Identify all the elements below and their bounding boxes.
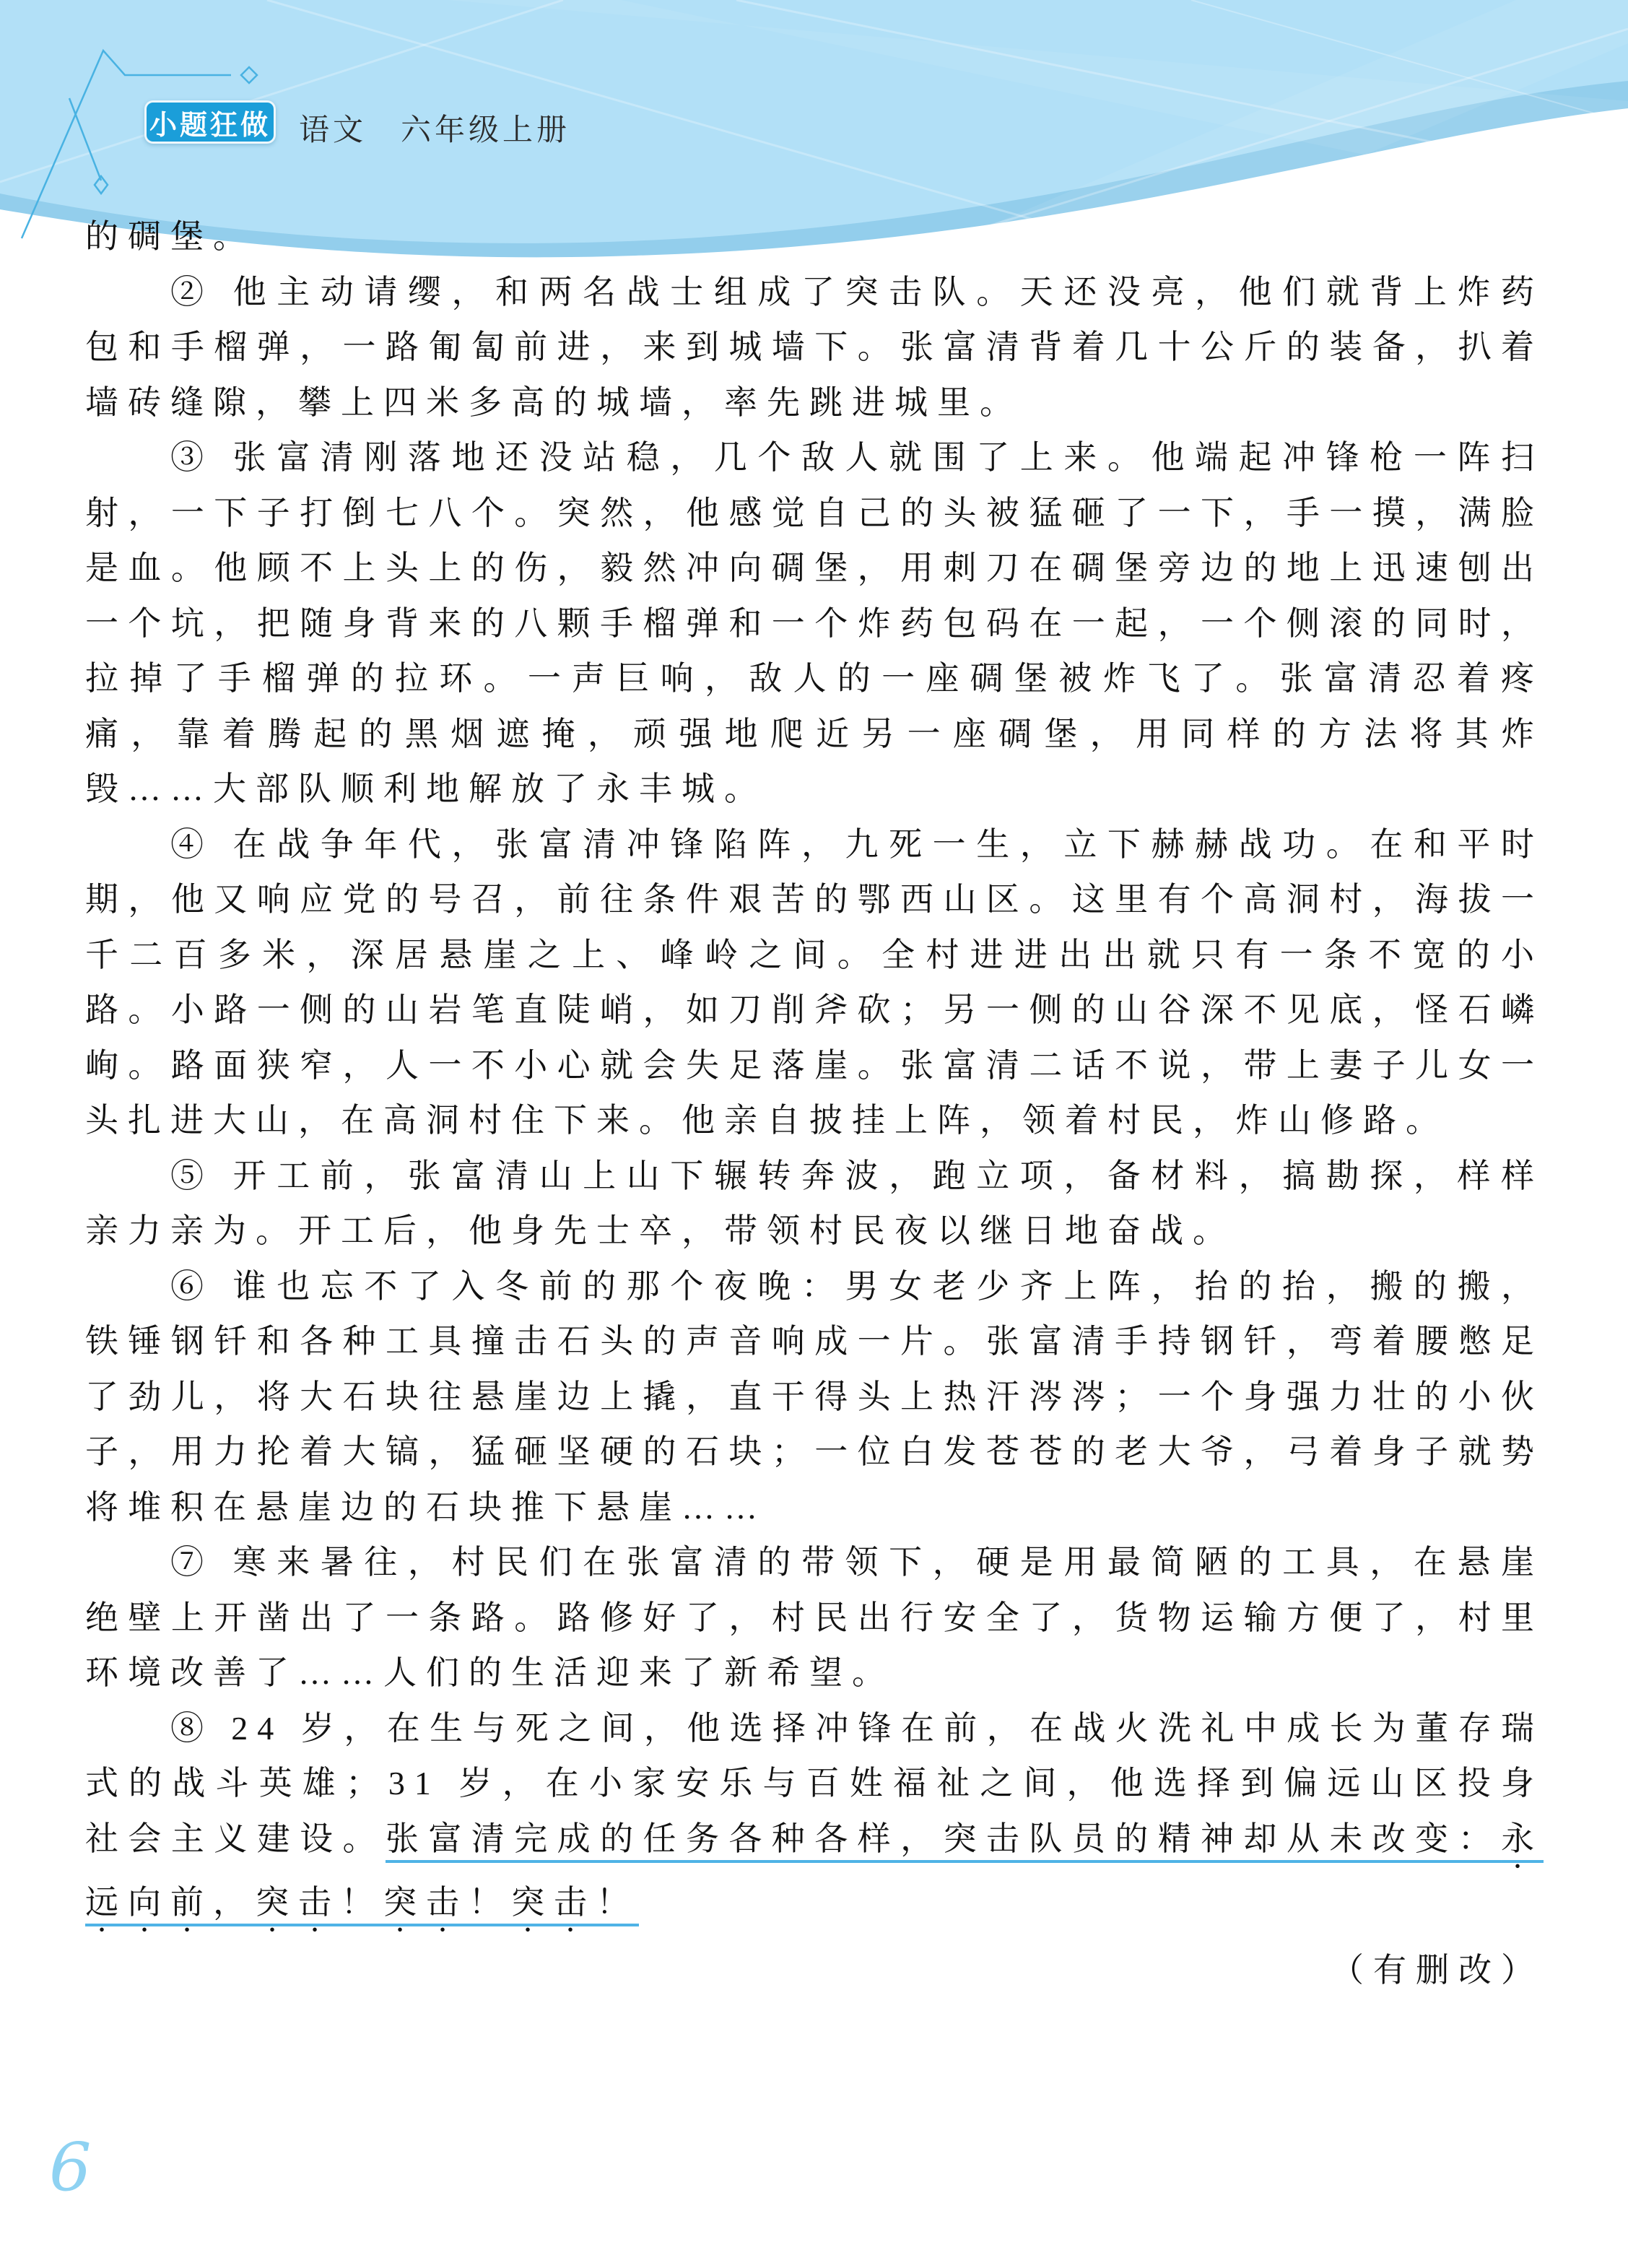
paragraph-8-text: ⑧ 24 岁，在生与死之间，他选择冲锋在前，在战火洗礼中成长为董存瑞式的战斗英雄；31 岁，在小家安乐与百姓福祉之间，他选择到偏远山区投身社会主义建设。 xyxy=(85,1709,1544,1857)
paragraph-6: ⑥ 谁也忘不了入冬前的那个夜晚：男女老少齐上阵，抬的抬，搬的搬，铁锤钢钎和各种工具撞击石头的声音响成一片。张富清手持钢钎，弯着腰憋足了劲儿，将大石块往悬崖边上撬，直干得头上热汗涔涔；一个身强力壮的小伙子，用力抡着大镐，猛砸坚硬的石块；一位白发苍苍的老大爷，弓着身子就势将堆积在悬崖边的石块推下悬崖…… xyxy=(85,1267,1544,1526)
subject-title: 语文 六年级上册 xyxy=(299,114,571,147)
paragraph-2: ② 他主动请缨，和两名战士组成了突击队。天还没亮，他们就背上炸药包和手榴弹，一路匍匐前进，来到城墙下。张富清背着几十公斤的装备，扒着墙砖缝隙，攀上四米多高的城墙，率先跳进城里。 xyxy=(85,273,1544,421)
series-badge-label: 小题狂做 xyxy=(149,110,271,141)
paragraph-8 xyxy=(85,1701,1544,1939)
attribution: （有删改） xyxy=(1331,1951,1544,1989)
underlined-text: 张富清完成的任务各种各样，突击队员的精神却从未改变： xyxy=(385,1820,1502,1857)
series-badge xyxy=(144,100,276,144)
page-number: 6 xyxy=(49,2129,92,2206)
article xyxy=(85,209,1544,1998)
paragraph-7: ⑦ 寒来暑往，村民们在张富清的带领下，硬是用最简陋的工具，在悬崖绝壁上开凿出了一条路。路修好了，村民出行安全了，货物运输方便了，村里环境改善了……人们的生活迎来了新希望。 xyxy=(85,1544,1544,1691)
paragraph-5: ⑤ 开工前，张富清山上山下辗转奔波，跑立项，备材料，搞勘探，样样亲力亲为。开工后，他身先士卒，带领村民夜以继日地奋战。 xyxy=(85,1157,1544,1249)
paragraph-4: ④ 在战争年代，张富清冲锋陷阵，九死一生，立下赫赫战功。在和平时期，他又响应党的号召，前往条件艰苦的鄂西山区。这里有个高洞村，海拔一千二百多米，深居悬崖之上、峰岭之间。全村进进出出就只有一条不宽的小路。小路一侧的山岩笔直陡峭，如刀削斧砍；另一侧的山谷深不见底，怪石嶙峋。路面狭窄，人一不小心就会失足落崖。张富清二话不说，带上妻子儿女一头扎进大山，在高洞村住下来。他亲自披挂上阵，领着村民，炸山修路。 xyxy=(85,825,1544,1139)
emphasized-text: 永远向前，突击！突击！突击！ xyxy=(85,1820,1544,1921)
paragraph-continuation: 的碉堡。 xyxy=(85,218,256,255)
paragraph-3: ③ 张富清刚落地还没站稳，几个敌人就围了上来。他端起冲锋枪一阵扫射，一下子打倒七八个。突然，他感觉自己的头被猛砸了一下，手一摸，满脸是血。他顾不上头上的伤，毅然冲向碉堡，用刺刀在碉堡旁边的地上迅速刨出一个坑，把随身背来的八颗手榴弹和一个炸药包码在一起，一个侧滚的同时，拉掉了手榴弹的拉环。一声巨响，敌人的一座碉堡被炸飞了。张富清忍着疼痛，靠着腾起的黑烟遮掩，顽强地爬近另一座碉堡，用同样的方法将其炸毁……大部队顺利地解放了永丰城。 xyxy=(85,439,1544,807)
